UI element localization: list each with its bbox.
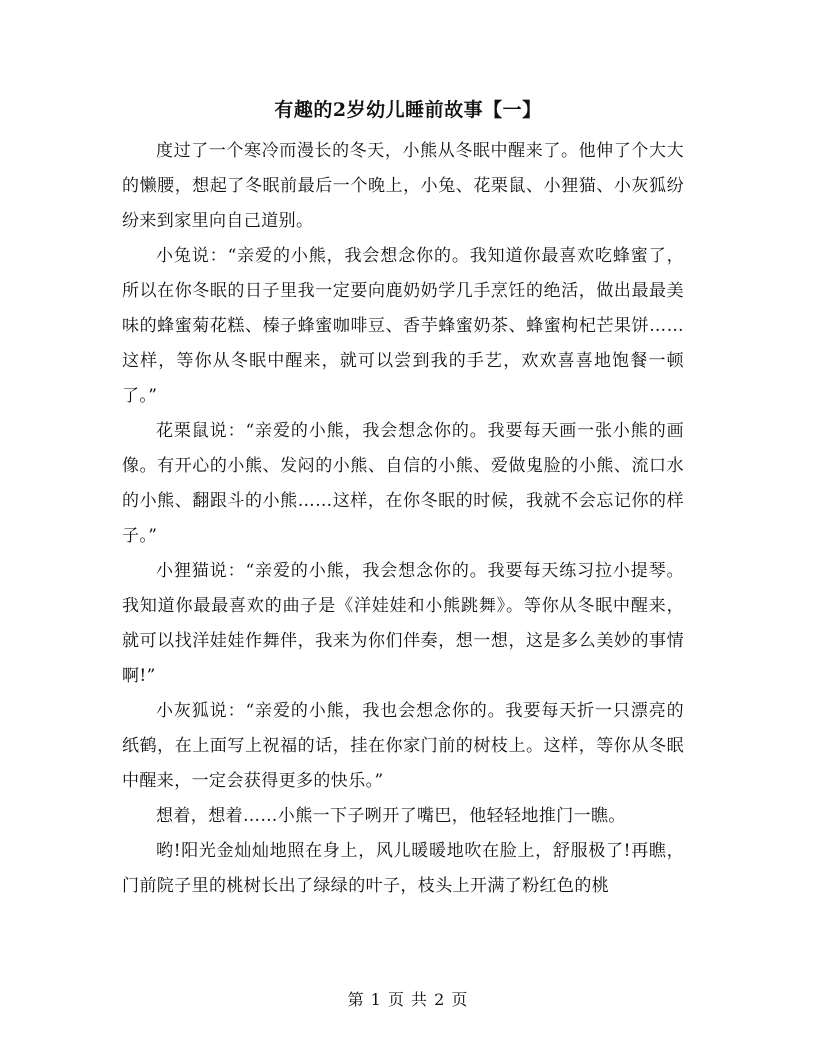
document-body [122,134,684,904]
paragraph: 度过了一个寒冷而漫长的冬天，小熊从冬眠中醒来了。他伸了个大大的懒腰，想起了冬眠前最后一个晚上，小兔、花栗鼠、小狸猫、小灰狐纷纷来到家里向自己道别。 [122,141,684,231]
paragraph: 小灰狐说：“亲爱的小熊，我也会想念你的。我要每天折一只漂亮的纸鹤，在上面写上祝福的话，挂在你家门前的树枝上。这样，等你从冬眠中醒来，一定会获得更多的快乐。” [122,701,684,791]
document-title: 有趣的2岁幼儿睡前故事【一】 [274,99,542,121]
paragraph: 小狸猫说：“亲爱的小熊，我会想念你的。我要每天练习拉小提琴。我知道你最最喜欢的曲子是《洋娃娃和小熊跳舞》。等你从冬眠中醒来，就可以找洋娃娃作舞伴，我来为你们伴奏，想一想，这是多么美妙的事情啊!” [122,561,684,686]
paragraph: 哟!阳光金灿灿地照在身上，风儿暖暖地吹在脸上，舒服极了!再瞧，门前院子里的桃树长出了绿绿的叶子，枝头上开满了粉红色的桃 [122,841,684,896]
paragraph: 想着，想着……小熊一下子咧开了嘴巴，他轻轻地推门一瞧。 [156,806,626,826]
page-footer: 第 1 页 共 2 页 [347,990,469,1009]
paragraph: 小兔说：“亲爱的小熊，我会想念你的。我知道你最喜欢吃蜂蜜了，所以在你冬眠的日子里我一定要向鹿奶奶学几手烹饪的绝活，做出最最美味的蜂蜜菊花糕、榛子蜂蜜咖啡豆、香芋蜂蜜奶茶、蜂蜜枸杞芒果饼……这样，等你从冬眠中醒来，就可以尝到我的手艺，欢欢喜喜地饱餐一顿了。” [122,246,684,406]
paragraph: 花栗鼠说：“亲爱的小熊，我会想念你的。我要每天画一张小熊的画像。有开心的小熊、发闷的小熊、自信的小熊、爱做鬼脸的小熊、流口水的小熊、翻跟斗的小熊……这样，在你冬眠的时候，我就不会忘记你的样子。” [122,421,684,546]
